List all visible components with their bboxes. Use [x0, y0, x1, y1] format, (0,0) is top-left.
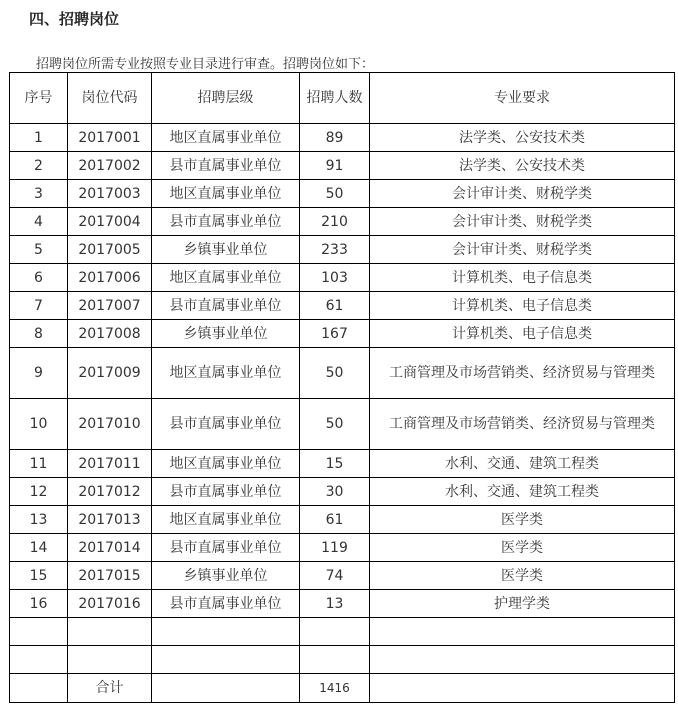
- cell-seq: 2: [10, 152, 68, 180]
- cell-major: 法学类、公安技术类: [370, 152, 675, 180]
- cell-code: 2017009: [68, 348, 152, 399]
- cell-level: 地区直属事业单位: [152, 180, 300, 208]
- cell-seq: 13: [10, 506, 68, 534]
- cell-seq: 14: [10, 534, 68, 562]
- cell-major: 医学类: [370, 562, 675, 590]
- cell-level: 县市直属事业单位: [152, 534, 300, 562]
- empty-cell: [68, 618, 152, 646]
- cell-count: 210: [300, 208, 370, 236]
- cell-level: 县市直属事业单位: [152, 292, 300, 320]
- empty-cell: [370, 646, 675, 674]
- cell-seq: 8: [10, 320, 68, 348]
- cell-count: 50: [300, 180, 370, 208]
- cell-count: 50: [300, 399, 370, 450]
- total-label: 合计: [68, 674, 152, 703]
- cell-seq: 4: [10, 208, 68, 236]
- cell-major: 会计审计类、财税学类: [370, 208, 675, 236]
- cell-seq: 7: [10, 292, 68, 320]
- empty-cell: [10, 674, 68, 703]
- cell-seq: 6: [10, 264, 68, 292]
- empty-cell: [300, 646, 370, 674]
- empty-cell: [152, 646, 300, 674]
- cell-major: 会计审计类、财税学类: [370, 236, 675, 264]
- cell-major: 医学类: [370, 506, 675, 534]
- cell-major: 工商管理及市场营销类、经济贸易与管理类: [370, 399, 675, 450]
- cell-code: 2017008: [68, 320, 152, 348]
- cell-code: 2017014: [68, 534, 152, 562]
- header-seq: 序号: [10, 73, 68, 124]
- cell-major: 水利、交通、建筑工程类: [370, 478, 675, 506]
- cell-major: 工商管理及市场营销类、经济贸易与管理类: [370, 348, 675, 399]
- cell-seq: 11: [10, 450, 68, 478]
- table-row: [10, 348, 675, 399]
- cell-code: 2017001: [68, 124, 152, 152]
- table-row: [10, 478, 675, 506]
- table-header-row: [10, 73, 675, 124]
- cell-seq: 3: [10, 180, 68, 208]
- cell-code: 2017015: [68, 562, 152, 590]
- cell-level: 县市直属事业单位: [152, 478, 300, 506]
- empty-cell: [370, 674, 675, 703]
- cell-count: 13: [300, 590, 370, 618]
- cell-level: 县市直属事业单位: [152, 208, 300, 236]
- table-row: [10, 506, 675, 534]
- empty-cell: [10, 646, 68, 674]
- cell-code: 2017006: [68, 264, 152, 292]
- cell-major: 医学类: [370, 534, 675, 562]
- recruitment-table: [9, 72, 675, 703]
- cell-level: 地区直属事业单位: [152, 124, 300, 152]
- table-body: [10, 124, 675, 703]
- table-row: [10, 236, 675, 264]
- header-level: 招聘层级: [152, 73, 300, 124]
- cell-count: 91: [300, 152, 370, 180]
- empty-row: [10, 646, 675, 674]
- cell-code: 2017004: [68, 208, 152, 236]
- cell-seq: 16: [10, 590, 68, 618]
- empty-cell: [152, 618, 300, 646]
- cell-code: 2017005: [68, 236, 152, 264]
- table-row: [10, 590, 675, 618]
- table-row: [10, 208, 675, 236]
- cell-level: 县市直属事业单位: [152, 399, 300, 450]
- intro-text: 招聘岗位所需专业按照专业目录进行审查。招聘岗位如下：: [36, 57, 375, 72]
- cell-major: 会计审计类、财税学类: [370, 180, 675, 208]
- cell-level: 乡镇事业单位: [152, 236, 300, 264]
- cell-major: 计算机类、电子信息类: [370, 264, 675, 292]
- cell-seq: 9: [10, 348, 68, 399]
- section-title: 四、招聘岗位: [29, 10, 120, 28]
- cell-seq: 12: [10, 478, 68, 506]
- table-row: [10, 264, 675, 292]
- table-row: [10, 292, 675, 320]
- empty-cell: [300, 618, 370, 646]
- total-count: 1416: [300, 674, 370, 703]
- total-row: [10, 674, 675, 703]
- cell-major: 护理学类: [370, 590, 675, 618]
- cell-level: 地区直属事业单位: [152, 348, 300, 399]
- cell-level: 乡镇事业单位: [152, 562, 300, 590]
- empty-row: [10, 618, 675, 646]
- cell-count: 50: [300, 348, 370, 399]
- cell-count: 30: [300, 478, 370, 506]
- cell-major: 水利、交通、建筑工程类: [370, 450, 675, 478]
- cell-seq: 5: [10, 236, 68, 264]
- cell-count: 61: [300, 506, 370, 534]
- cell-code: 2017003: [68, 180, 152, 208]
- cell-major: 法学类、公安技术类: [370, 124, 675, 152]
- cell-code: 2017016: [68, 590, 152, 618]
- cell-level: 地区直属事业单位: [152, 264, 300, 292]
- header-count: 招聘人数: [300, 73, 370, 124]
- cell-seq: 10: [10, 399, 68, 450]
- cell-level: 县市直属事业单位: [152, 590, 300, 618]
- table-row: [10, 152, 675, 180]
- cell-code: 2017002: [68, 152, 152, 180]
- empty-cell: [152, 674, 300, 703]
- cell-count: 167: [300, 320, 370, 348]
- cell-code: 2017007: [68, 292, 152, 320]
- header-code: 岗位代码: [68, 73, 152, 124]
- cell-count: 119: [300, 534, 370, 562]
- cell-count: 89: [300, 124, 370, 152]
- table-row: [10, 534, 675, 562]
- cell-code: 2017011: [68, 450, 152, 478]
- header-major: 专业要求: [370, 73, 675, 124]
- cell-code: 2017010: [68, 399, 152, 450]
- cell-count: 74: [300, 562, 370, 590]
- cell-major: 计算机类、电子信息类: [370, 292, 675, 320]
- cell-seq: 15: [10, 562, 68, 590]
- table-row: [10, 562, 675, 590]
- cell-code: 2017013: [68, 506, 152, 534]
- cell-count: 233: [300, 236, 370, 264]
- cell-level: 乡镇事业单位: [152, 320, 300, 348]
- empty-cell: [68, 646, 152, 674]
- cell-code: 2017012: [68, 478, 152, 506]
- cell-count: 15: [300, 450, 370, 478]
- table-row: [10, 450, 675, 478]
- cell-count: 61: [300, 292, 370, 320]
- table-row: [10, 399, 675, 450]
- cell-level: 县市直属事业单位: [152, 152, 300, 180]
- cell-level: 地区直属事业单位: [152, 450, 300, 478]
- cell-count: 103: [300, 264, 370, 292]
- empty-cell: [370, 618, 675, 646]
- table-row: [10, 180, 675, 208]
- cell-seq: 1: [10, 124, 68, 152]
- cell-major: 计算机类、电子信息类: [370, 320, 675, 348]
- table-row: [10, 320, 675, 348]
- empty-cell: [10, 618, 68, 646]
- table-row: [10, 124, 675, 152]
- cell-level: 地区直属事业单位: [152, 506, 300, 534]
